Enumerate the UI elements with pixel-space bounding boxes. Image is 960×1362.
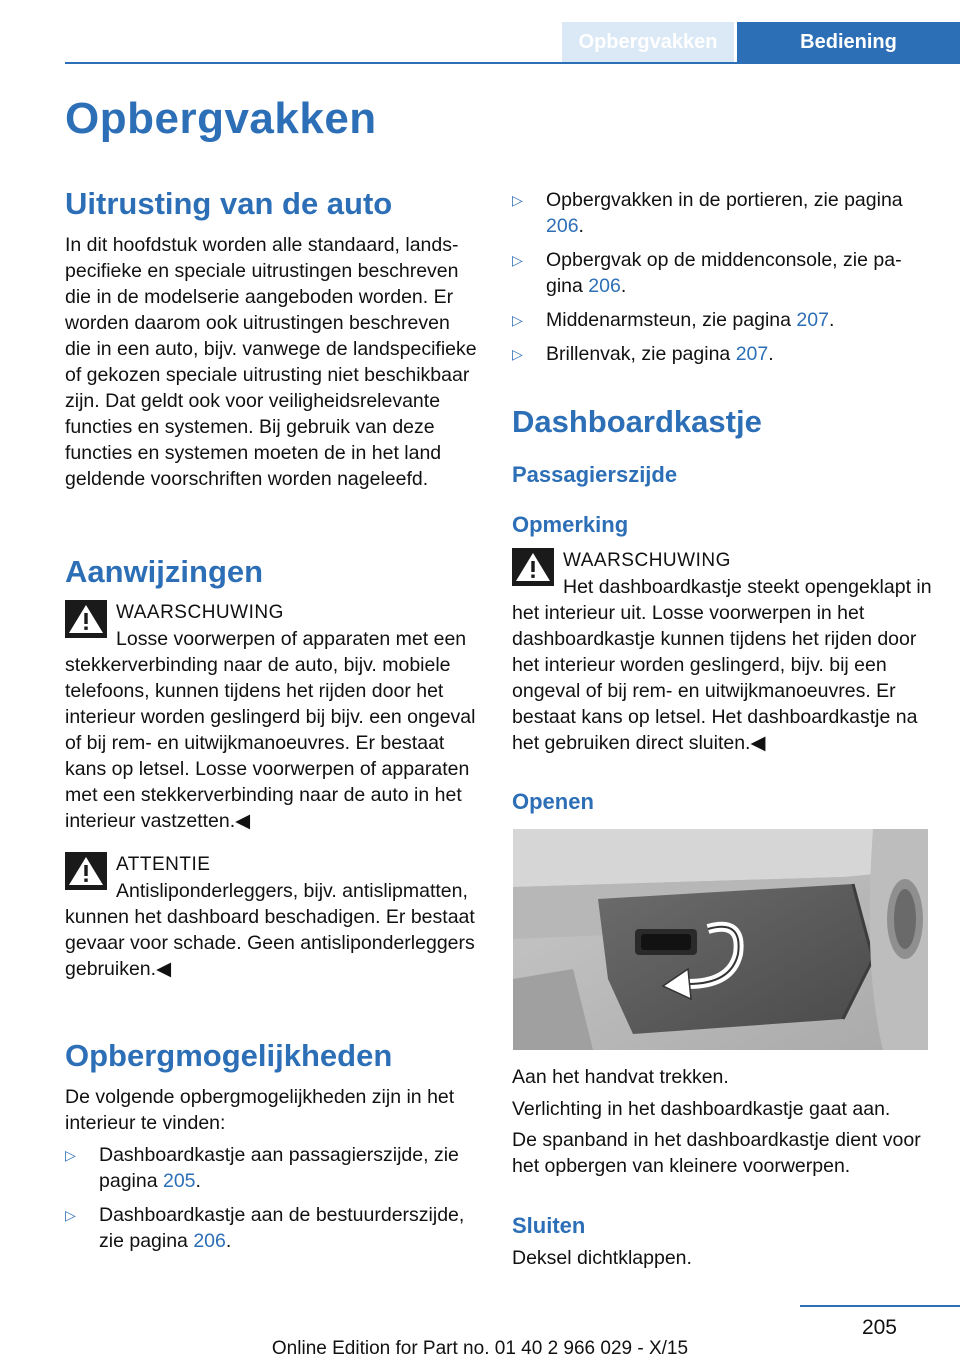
list-item-text: Opbergvakken in de portieren, zie pagina — [546, 189, 903, 211]
list-item — [512, 187, 930, 239]
bullet-triangle-icon: ▷ — [512, 252, 523, 268]
page-link[interactable]: 206 — [193, 1230, 226, 1252]
glovebox-photo — [513, 829, 928, 1050]
page-link[interactable]: 207 — [735, 343, 769, 365]
warning-label: WAARSCHUWING — [563, 550, 731, 571]
list-item-text: Middenarmsteun, zie pagina — [546, 309, 797, 331]
list-item — [65, 1142, 480, 1194]
heading-opmerking: Opmerking — [512, 512, 629, 537]
heading-openen: Openen — [512, 789, 594, 814]
paragraph-open-3: De spanband in het dashboardkastje dient voor het opbergen van kleinere voorwerpen. — [512, 1129, 921, 1177]
paragraph-uitrusting: In dit hoofdstuk worden alle standaard, landspecifieke en speciale uitrustingen beschreven die in de modelserie aangeboden worden. Er worden daarom ook uitrustingen beschreven die in een auto, bijv. vanwege de landspecifieke of gekozen speciale uitrusting niet beschikbaar zijn. Dat geldt ook voor veiligheidsrelevante functies en systemen. Bij gebruik van deze functies en systemen moeten de in het land geldende voorschriften worden nageleefd. — [65, 234, 477, 490]
paragraph-sluiten: Deksel dichtklappen. — [512, 1247, 692, 1269]
list-item-text: Dashboardkastje aan passagierszijde, zie pagina — [99, 1144, 459, 1192]
bullet-triangle-icon: ▷ — [512, 192, 523, 208]
paragraph-opbergmogelijkheden: De volgende opbergmogelijkheden zijn in het interieur te vinden: — [65, 1086, 455, 1134]
warning-block-1 — [65, 600, 483, 840]
warning-text: Het dashboardkastje steekt opengeklapt in het interieur uit. Losse voorwerpen in het dashboardkastje kunnen tijdens het rijden door het interieur worden geslingerd, bijv. bij een ongeval of bij rem- en uitwijkmanoeuvres. Er bestaat kans op letsel. Het dashboardkastje na het gebruiken direct sluiten.◀ — [512, 576, 932, 754]
list-item-end: . — [620, 275, 627, 297]
footer-rule — [800, 1305, 960, 1307]
list-item-text: Brillenvak, zie pagina — [546, 343, 736, 365]
warning-text: Losse voorwerpen of apparaten met een stekkerverbinding naar de auto, bijv. mobiele telefoons, kunnen tijdens het rijden door het interieur worden geslingerd bij bijv. een ongeval of bij rem- en uitwijkmanoeuvres. Er bestaat kans op letsel. Losse voorwerpen of apparaten met een stekkerverbinding naar de auto in het interieur vastzetten.◀ — [65, 628, 476, 832]
page-number: 205 — [861, 1316, 897, 1339]
list-item — [65, 1202, 480, 1254]
list-item — [512, 341, 930, 367]
bullet-triangle-icon: ▷ — [65, 1207, 76, 1223]
footer-edition: Online Edition for Part no. 01 40 2 966 029 - X/15 — [271, 1338, 689, 1359]
list-item — [512, 247, 930, 299]
heading-uitrusting: Uitrusting van de auto — [65, 186, 393, 221]
bullet-triangle-icon: ▷ — [512, 312, 523, 328]
heading-aanwijzingen: Aanwijzingen — [65, 554, 264, 589]
header-rule — [65, 62, 960, 64]
storage-list-right — [512, 187, 930, 375]
heading-passagierszijde: Passagierszijde — [512, 462, 678, 487]
header-section-tab: Opbergvakken — [562, 22, 734, 62]
page-title: Opbergvakken — [65, 94, 377, 143]
bullet-triangle-icon: ▷ — [512, 346, 523, 362]
header-chapter-tab: Bediening — [737, 22, 960, 62]
page-link[interactable]: 207 — [796, 309, 829, 331]
list-item-text: Opbergvak op de middenconsole, zie pagina — [546, 249, 902, 297]
list-item-end: . — [578, 215, 584, 237]
glovebox-illustration — [513, 829, 928, 1050]
attention-text: Antisliponderleggers, bijv. antislipmatten, kunnen het dashboard beschadigen. Er bestaat gevaar voor schade. Geen antisliponderleggers gebruiken.◀ — [65, 880, 475, 980]
attention-label: ATTENTIE — [116, 854, 211, 875]
paragraph-open-2: Verlichting in het dashboardkastje gaat aan. — [512, 1098, 891, 1120]
list-item-end: . — [768, 343, 774, 365]
page-link[interactable]: 206 — [546, 215, 579, 237]
attention-block — [65, 852, 483, 992]
warning-label: WAARSCHUWING — [116, 602, 284, 623]
list-item-end: . — [225, 1230, 232, 1252]
page-link[interactable]: 206 — [588, 275, 621, 297]
storage-list-left — [65, 1142, 480, 1262]
list-item-end: . — [828, 309, 835, 331]
list-item-text: Dashboardkastje aan de bestuurderszijde, zie pagina — [99, 1204, 465, 1252]
bullet-triangle-icon: ▷ — [65, 1147, 76, 1163]
page-link[interactable]: 205 — [162, 1170, 196, 1192]
warning-block-2 — [512, 548, 930, 760]
paragraph-open-1: Aan het handvat trekken. — [512, 1066, 729, 1088]
heading-sluiten: Sluiten — [512, 1213, 586, 1238]
list-item — [512, 307, 930, 333]
heading-opbergmogelijkheden: Opbergmogelijkheden — [65, 1038, 393, 1073]
list-item-end: . — [195, 1170, 201, 1192]
heading-dashboardkastje: Dashboardkastje — [512, 404, 762, 439]
